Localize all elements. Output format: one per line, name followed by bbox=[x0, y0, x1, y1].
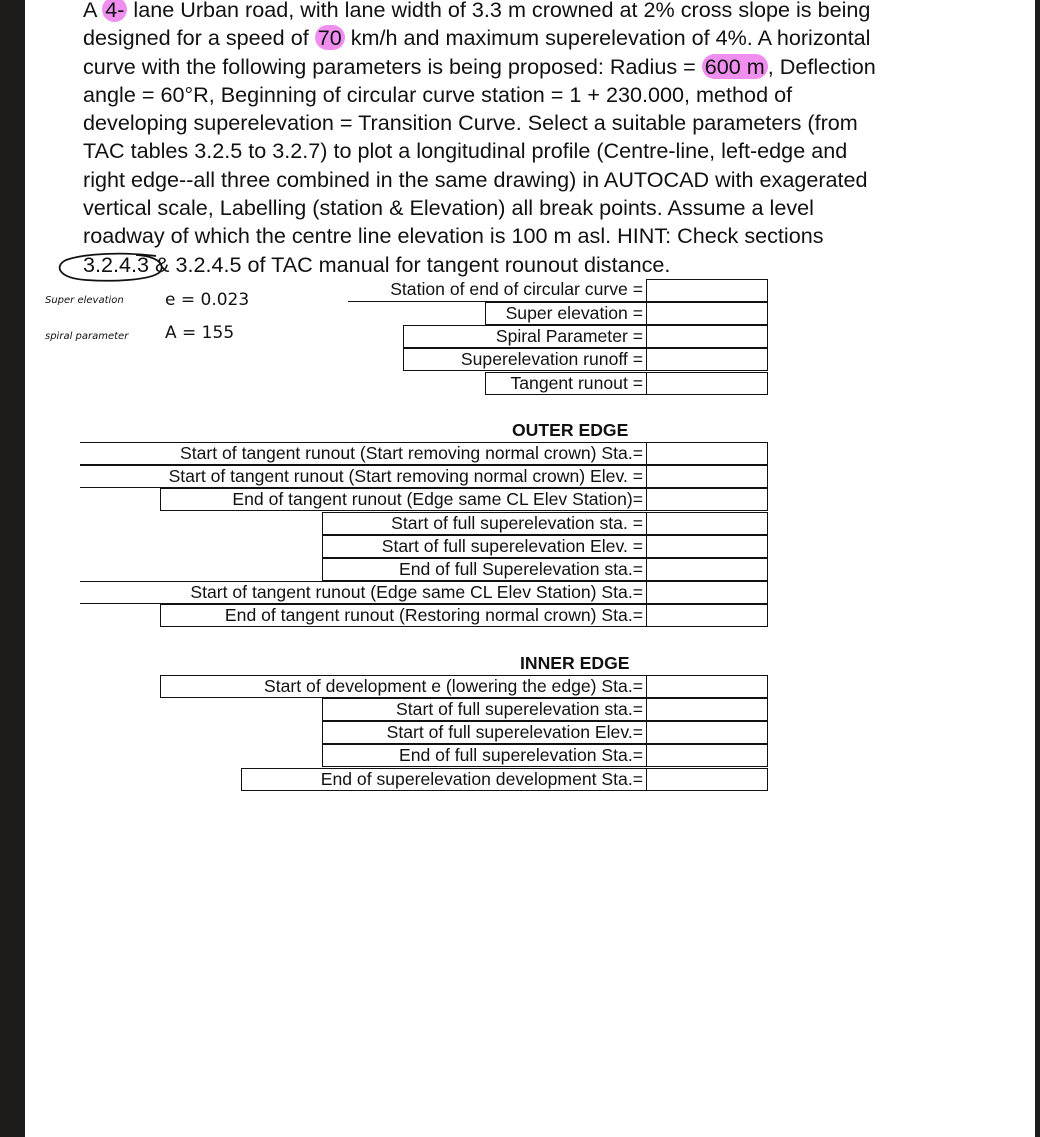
top-row-spiral-parameter: Spiral Parameter = bbox=[403, 325, 648, 348]
handwritten-super-label: Super elevation bbox=[45, 295, 124, 306]
inner-value-4[interactable] bbox=[646, 744, 768, 767]
outer-row-1: Start of tangent runout (Start removing normal crown) Sta.= bbox=[80, 442, 648, 465]
hand-circle-annotation bbox=[56, 250, 176, 286]
problem-line-8: vertical scale, Labelling (station & Elevation) all break points. Assume a level bbox=[83, 195, 814, 221]
problem-statement bbox=[83, 0, 963, 279]
outer-row-7: Start of tangent runout (Edge same CL Elev Station) Sta.= bbox=[80, 581, 648, 604]
top-row-super-elevation: Super elevation = bbox=[485, 302, 648, 325]
handwritten-spiral-label: spiral parameter bbox=[45, 331, 129, 342]
inner-row-5: End of superelevation development Sta.= bbox=[241, 768, 648, 791]
inner-value-1[interactable] bbox=[646, 675, 768, 698]
highlight-speed: 70 bbox=[315, 25, 345, 50]
problem-line-5: developing superelevation = Transition Curve. Select a suitable parameters (from bbox=[83, 110, 858, 136]
problem-line-2: designed for a speed of 70 km/h and maximum superelevation of 4%. A horizontal bbox=[83, 25, 871, 51]
top-row-end-circular-curve: Station of end of circular curve = bbox=[348, 279, 648, 302]
outer-row-3: End of tangent runout (Edge same CL Elev Station)= bbox=[160, 488, 648, 511]
outer-row-8: End of tangent runout (Restoring normal crown) Sta.= bbox=[160, 604, 648, 627]
inner-row-4: End of full superelevation Sta.= bbox=[322, 744, 648, 767]
inner-value-3[interactable] bbox=[646, 721, 768, 744]
problem-line-3: curve with the following parameters is being proposed: Radius = 600 m , Deflection bbox=[83, 53, 876, 79]
highlight-lanes: 4- bbox=[102, 0, 127, 22]
outer-value-5[interactable] bbox=[646, 535, 768, 558]
problem-line-9: roadway of which the centre line elevation is 100 m asl. HINT: Check sections bbox=[83, 223, 824, 249]
value-spiral-parameter[interactable] bbox=[646, 325, 768, 348]
outer-value-8[interactable] bbox=[646, 604, 768, 627]
top-row-tangent-runout: Tangent runout = bbox=[485, 372, 648, 395]
value-tangent-runout[interactable] bbox=[646, 372, 768, 395]
handwritten-spiral-value: A = 155 bbox=[165, 323, 235, 343]
outer-value-7[interactable] bbox=[646, 581, 768, 604]
problem-line-1: A 4- lane Urban road, with lane width of 3.3 m crowned at 2% cross slope is being bbox=[83, 0, 963, 24]
inner-value-2[interactable] bbox=[646, 698, 768, 721]
inner-row-1: Start of development e (lowering the edge) Sta.= bbox=[160, 675, 648, 698]
inner-edge-heading: INNER EDGE bbox=[520, 653, 630, 673]
circled-section-ref: 3.2.4.3 bbox=[83, 251, 150, 277]
value-end-circular-curve[interactable] bbox=[646, 279, 768, 302]
value-superelevation-runoff[interactable] bbox=[646, 348, 768, 371]
inner-row-2: Start of full superelevation sta.= bbox=[322, 698, 648, 721]
outer-row-6: End of full Superelevation sta.= bbox=[322, 558, 648, 581]
outer-value-1[interactable] bbox=[646, 442, 768, 465]
highlight-radius: 600 m bbox=[702, 54, 768, 79]
problem-line-7: right edge--all three combined in the same drawing) in AUTOCAD with exagerated bbox=[83, 166, 868, 192]
outer-value-6[interactable] bbox=[646, 558, 768, 581]
outer-row-5: Start of full superelevation Elev. = bbox=[322, 535, 648, 558]
value-super-elevation[interactable] bbox=[646, 302, 768, 325]
top-row-superelevation-runoff: Superelevation runoff = bbox=[403, 348, 648, 371]
outer-value-4[interactable] bbox=[646, 512, 768, 535]
outer-row-2: Start of tangent runout (Start removing normal crown) Elev. = bbox=[80, 465, 648, 488]
problem-line-4: angle = 60°R, Beginning of circular curve station = 1 + 230.000, method of bbox=[83, 81, 793, 107]
outer-row-4: Start of full superelevation sta. = bbox=[322, 512, 648, 535]
handwritten-super-value: e = 0.023 bbox=[165, 290, 250, 310]
outer-edge-heading: OUTER EDGE bbox=[512, 420, 629, 440]
right-dark-border bbox=[1035, 0, 1040, 1137]
problem-line-10: 3.2.4.3 & 3.2.4.5 of TAC manual for tangent rounout distance. bbox=[83, 251, 671, 277]
inner-row-3: Start of full superelevation Elev.= bbox=[322, 721, 648, 744]
inner-value-5[interactable] bbox=[646, 768, 768, 791]
outer-value-3[interactable] bbox=[646, 488, 768, 511]
problem-line-6: TAC tables 3.2.5 to 3.2.7) to plot a longitudinal profile (Centre-line, left-edge and bbox=[83, 138, 848, 164]
outer-value-2[interactable] bbox=[646, 465, 768, 488]
left-dark-border bbox=[0, 0, 25, 1137]
